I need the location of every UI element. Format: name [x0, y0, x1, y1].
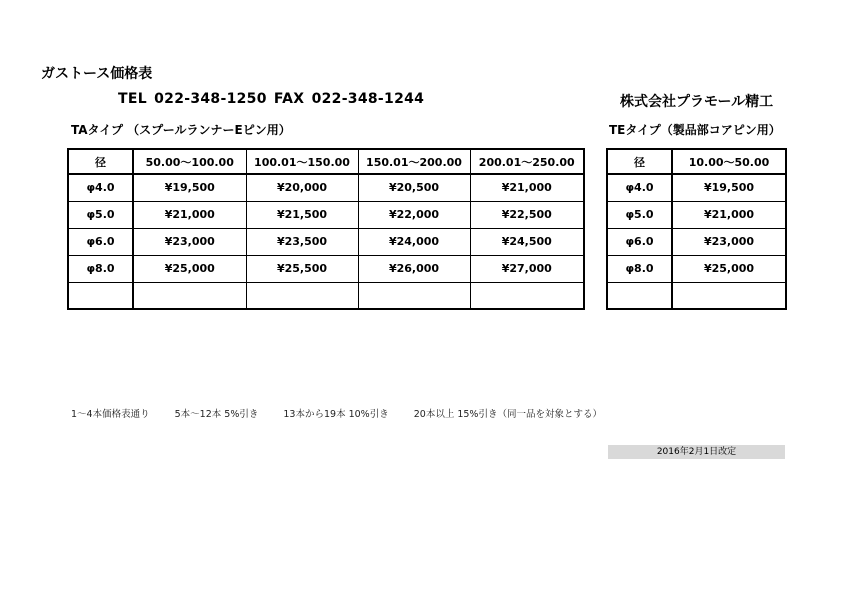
price-cell: ¥19,500 [133, 174, 246, 201]
table-row [607, 174, 786, 201]
price-cell: ¥20,500 [358, 174, 470, 201]
diameter-cell: φ6.0 [68, 228, 133, 255]
table-row [68, 228, 584, 255]
table-header-row [607, 149, 786, 174]
te-type-caption: TEタイプ（製品部コアピン用） [609, 123, 781, 137]
diameter-cell: φ5.0 [607, 201, 672, 228]
price-cell: ¥24,000 [358, 228, 470, 255]
ta-type-caption: TAタイプ （スプールランナーEピン用） [71, 123, 291, 137]
price-cell [470, 282, 584, 309]
ta-price-table [67, 148, 585, 310]
discount-note: 20本以上 15%引き（同一品を対象とする） [413, 409, 602, 420]
table-row [607, 228, 786, 255]
revision-date: 2016年2月1日改定 [608, 445, 785, 459]
price-cell: ¥25,000 [133, 255, 246, 282]
diameter-cell: φ4.0 [68, 174, 133, 201]
price-cell: ¥21,000 [672, 201, 786, 228]
column-header: 100.01～150.00 [246, 149, 358, 174]
price-cell: ¥22,500 [470, 201, 584, 228]
company-name: 株式会社プラモール精工 [620, 94, 774, 110]
column-header: 200.01～250.00 [470, 149, 584, 174]
table-row-empty [607, 282, 786, 309]
price-cell: ¥20,000 [246, 174, 358, 201]
price-cell: ¥25,500 [246, 255, 358, 282]
diameter-cell: φ8.0 [607, 255, 672, 282]
price-cell: ¥23,000 [672, 228, 786, 255]
diameter-cell: φ8.0 [68, 255, 133, 282]
table-row [68, 201, 584, 228]
diameter-cell: φ4.0 [607, 174, 672, 201]
price-cell: ¥23,500 [246, 228, 358, 255]
diameter-cell [607, 282, 672, 309]
price-cell [672, 282, 786, 309]
discount-note: 1～4本価格表通り [71, 409, 150, 420]
column-header: 径 [607, 149, 672, 174]
table-row-empty [68, 282, 584, 309]
price-cell [133, 282, 246, 309]
column-header: 径 [68, 149, 133, 174]
price-cell [358, 282, 470, 309]
price-cell [246, 282, 358, 309]
price-cell: ¥27,000 [470, 255, 584, 282]
table-header-row [68, 149, 584, 174]
price-cell: ¥21,000 [470, 174, 584, 201]
table-row [607, 255, 786, 282]
price-cell: ¥21,500 [246, 201, 358, 228]
price-cell: ¥25,000 [672, 255, 786, 282]
column-header: 50.00～100.00 [133, 149, 246, 174]
column-header: 10.00～50.00 [672, 149, 786, 174]
table-row [68, 174, 584, 201]
te-price-table [606, 148, 787, 310]
diameter-cell: φ5.0 [68, 201, 133, 228]
discount-note: 5本～12本 5%引き [174, 409, 259, 420]
contact-numbers: TEL 022-348-1250 FAX 022-348-1244 [118, 91, 425, 107]
table-row [607, 201, 786, 228]
diameter-cell [68, 282, 133, 309]
price-cell: ¥22,000 [358, 201, 470, 228]
table-row [68, 255, 584, 282]
column-header: 150.01～200.00 [358, 149, 470, 174]
price-cell: ¥26,000 [358, 255, 470, 282]
diameter-cell: φ6.0 [607, 228, 672, 255]
price-cell: ¥21,000 [133, 201, 246, 228]
price-cell: ¥19,500 [672, 174, 786, 201]
price-cell: ¥24,500 [470, 228, 584, 255]
discount-notes [71, 406, 624, 420]
discount-note: 13本から19本 10%引き [283, 409, 389, 420]
price-cell: ¥23,000 [133, 228, 246, 255]
page-title: ガストース価格表 [41, 66, 153, 82]
